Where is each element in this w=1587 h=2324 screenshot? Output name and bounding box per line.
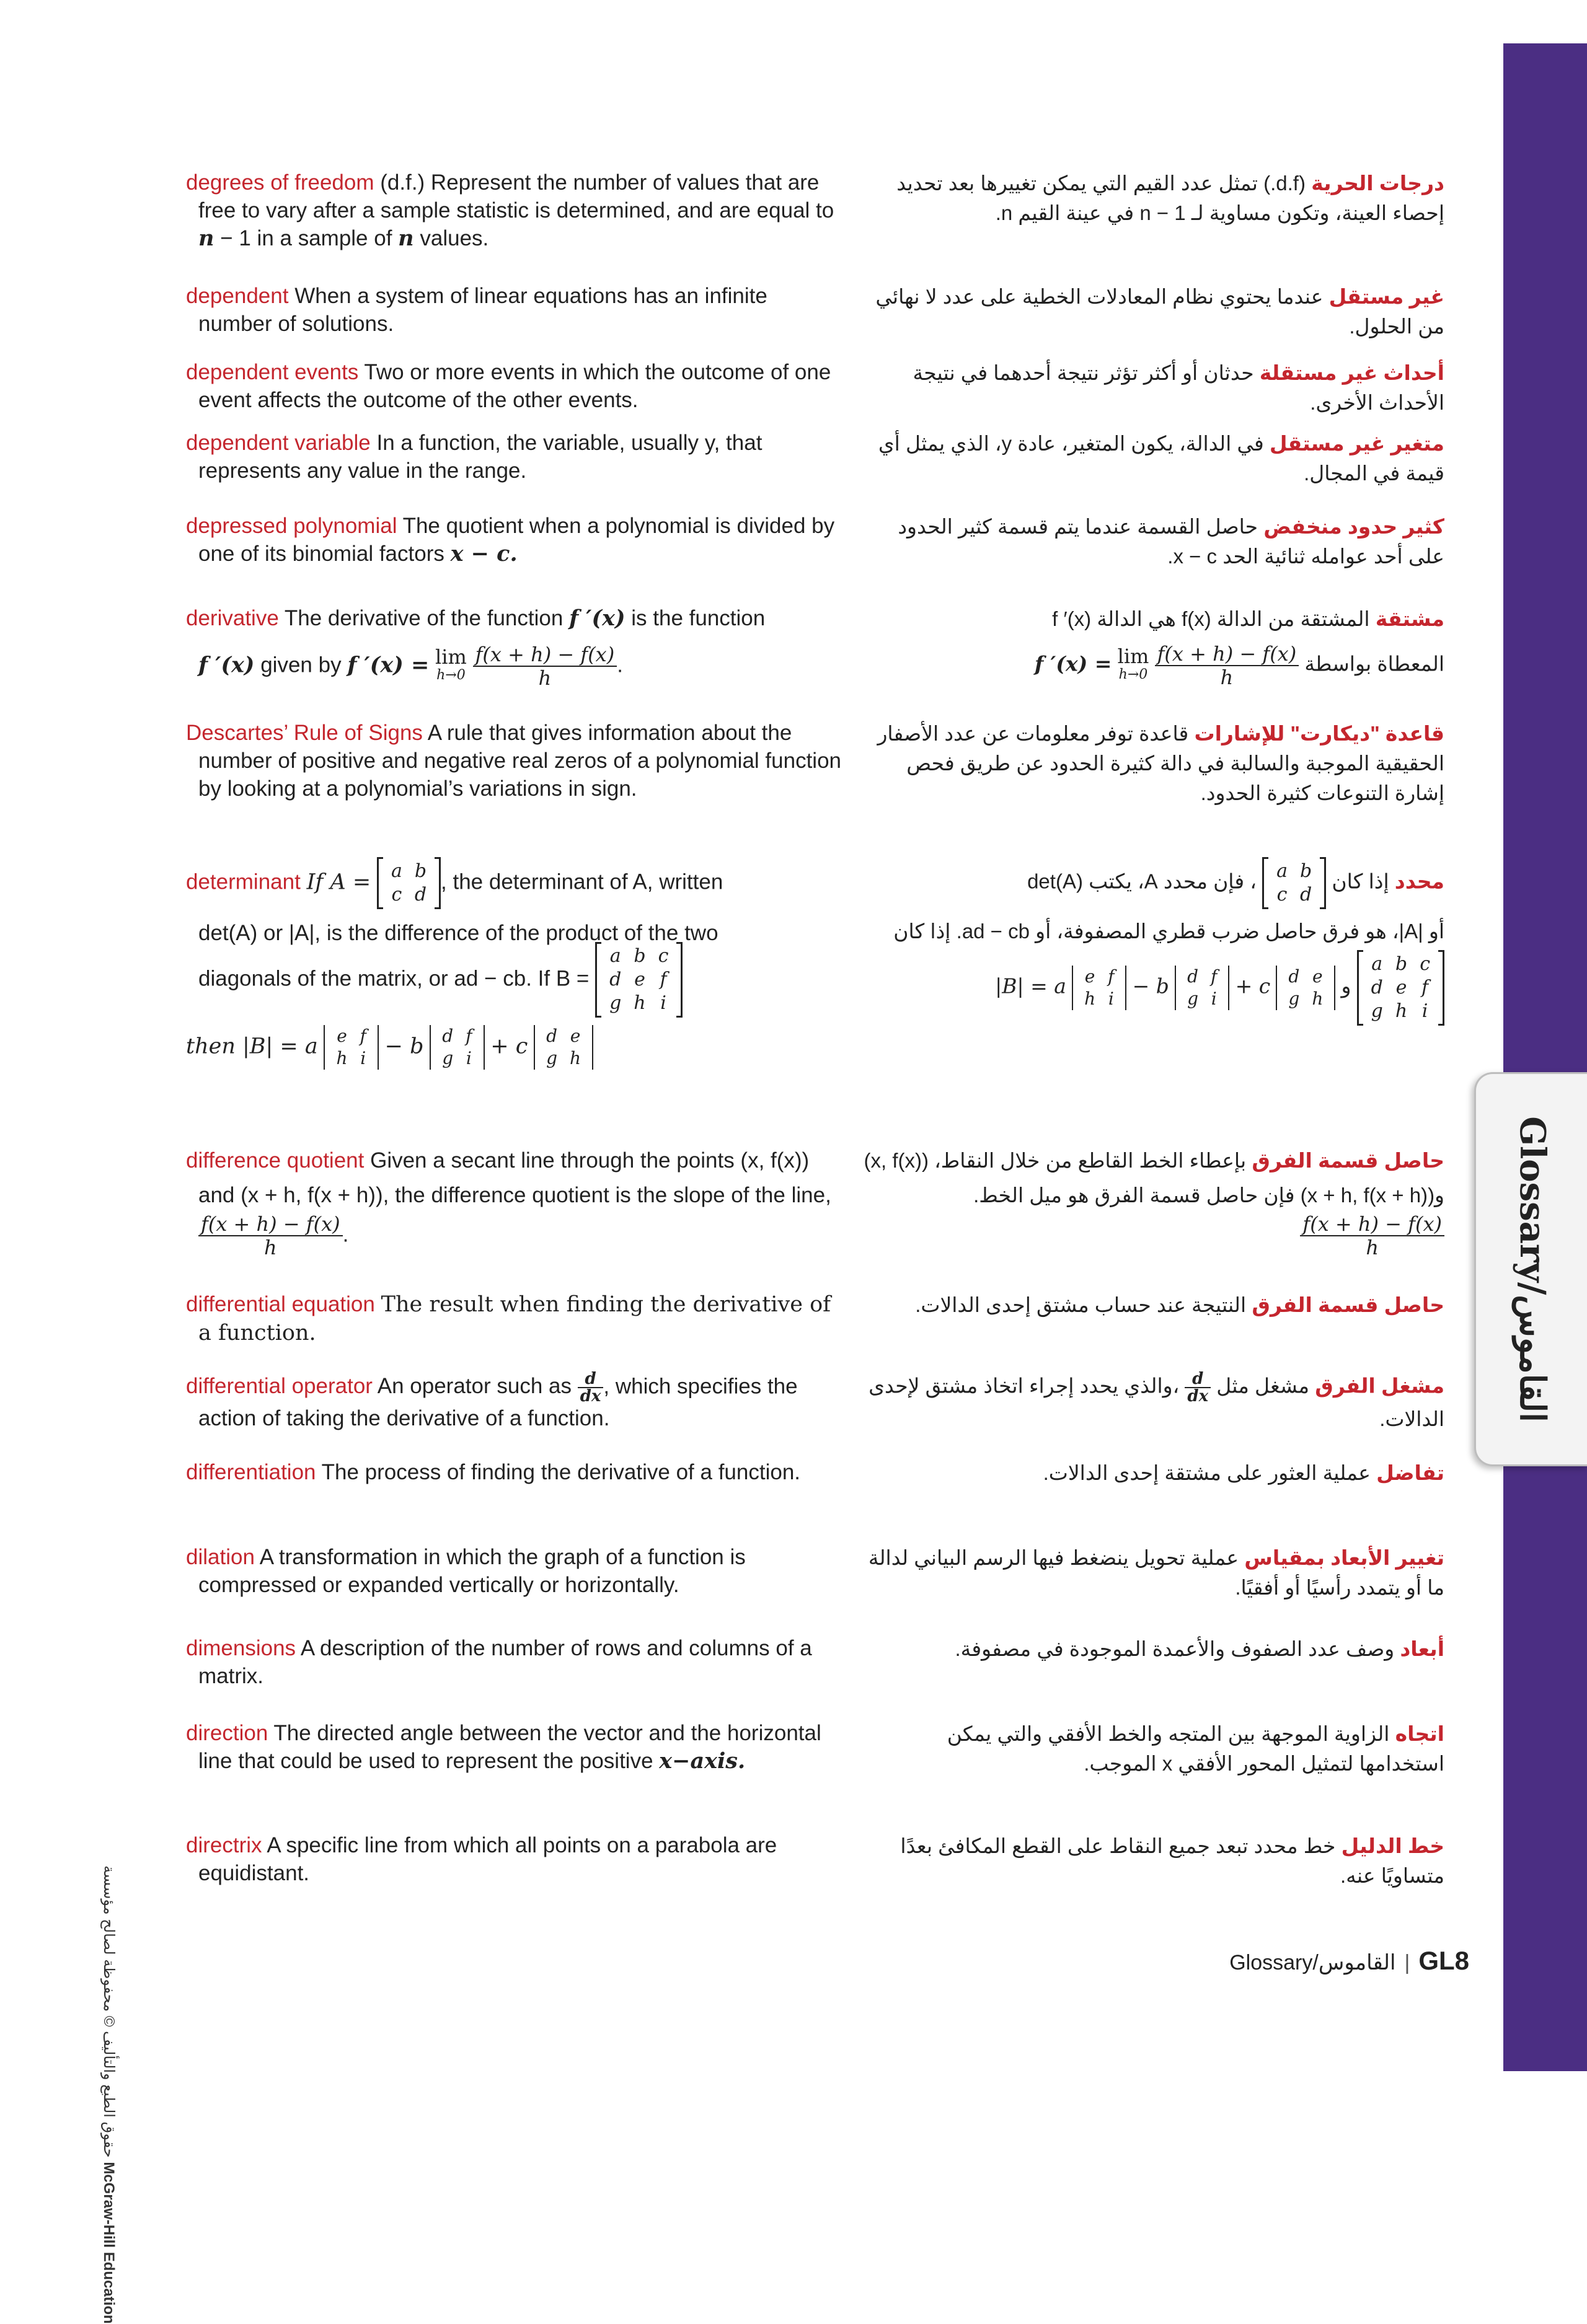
given-by: given by	[260, 653, 342, 677]
ar-matrix-b	[1357, 951, 1444, 1024]
def-ar: حاصل القسمة عندما يتم قسمة كثير الحدود على أحد عوامله ثنائية الحد x − c.	[898, 515, 1444, 568]
def-en-2: det(A) or |A|, is the difference of the product of the two	[198, 921, 718, 945]
def-ar-2: المعطاة بواسطة	[1304, 652, 1444, 676]
math-fpx: f ′(x)	[198, 652, 255, 678]
entry-en	[186, 282, 843, 338]
entry-en	[186, 719, 843, 803]
ar-matrix-b-cell: h	[1395, 1000, 1408, 1022]
def-ar-1: إذا كان	[1332, 869, 1389, 893]
entry-ar	[862, 1290, 1444, 1320]
fraction	[473, 643, 617, 689]
entry-ar	[862, 512, 1444, 571]
if-a: If A =	[306, 869, 371, 895]
term-ar: كثير حدود منخفض	[1263, 515, 1444, 538]
def-ar-1: مشغل مثل	[1216, 1374, 1310, 1397]
def-en: When a system of linear equations has an infinite number of solutions.	[198, 284, 767, 336]
matrix-b-cell: i	[660, 992, 666, 1014]
entry-en: derivative The derivative of the function f ′(x) is the function f ′(x) given by f ′(x) = lim h→0 $\frac{f(x + h) - f(x)}{h}$ .	[186, 605, 766, 690]
math-fx: f ′(x)	[569, 605, 626, 631]
entry-ar	[862, 429, 1444, 488]
ar-matrix-b-cell: i	[1421, 1000, 1428, 1022]
ar-matrix-a	[1262, 858, 1326, 908]
term-en: differential operator	[186, 1374, 373, 1399]
term-ar: حاصل قسمة الفرق	[1252, 1293, 1444, 1316]
entry-en	[186, 1290, 843, 1347]
entry-ar	[862, 1543, 1444, 1603]
ar-matrix-b-cell: b	[1395, 953, 1408, 975]
d-dx-fraction	[578, 1371, 604, 1404]
entry-ar	[862, 1719, 1444, 1779]
matrix-b-cell: f	[660, 969, 667, 990]
matrix-b-cell: c	[658, 945, 669, 967]
ar-matrix-a-cell: c	[1276, 884, 1288, 905]
matrix-b-cell: a	[609, 945, 621, 967]
ar-minor-3-cell: h	[1312, 988, 1324, 1009]
term-ar: غير مستقل	[1328, 285, 1444, 308]
minor-3	[534, 1025, 593, 1070]
def-en: A rule that gives information about the number of positive and negative real zeros of a polynomial function by looking at a polynomial’s variations in sign.	[198, 721, 841, 801]
def-en: An operator such as	[377, 1374, 572, 1399]
def-ar: عملية تحويل ينضغط فيها الرسم البياني لدالة ما أو يتمدد رأسيًا أو أفقيًا.	[868, 1546, 1444, 1599]
term-ar: محدد	[1394, 869, 1444, 893]
ar-lim-word: lim	[1117, 645, 1149, 668]
minor-1-cell: i	[360, 1048, 366, 1068]
ar-matrix-a-cell: a	[1276, 860, 1288, 882]
page-footer	[1229, 1946, 1469, 1976]
minor-2	[430, 1025, 484, 1070]
purple-sidebar	[1503, 43, 1587, 2071]
side-credit	[100, 1865, 118, 2324]
entry-en: difference quotient Given a secant line through the points (x, f(x)) and (x + h, f(x + h)), the difference quotient is the slope of the line, $\frac{f(x + h) - f(x)}{h}$ .	[186, 1148, 831, 1259]
ar-minor-3	[1276, 966, 1335, 1010]
term-en: directrix	[186, 1833, 262, 1857]
term-ar: خط الدليل	[1341, 1834, 1444, 1857]
entry-en	[186, 1831, 843, 1887]
footer-separator: |	[1404, 1951, 1410, 1974]
math-n2: n	[398, 226, 414, 251]
def-en: The derivative of the function	[284, 606, 564, 630]
def-ar: في الدالة، يكون المتغير، عادة y، الذي يمثل أي قيمة في المجال.	[878, 432, 1444, 485]
rights-text: حقوق الطبع والتأليف © محفوظة لصالح مؤسسة	[100, 1865, 117, 2158]
ar-frac-num: f(x + h) − f(x)	[1155, 643, 1299, 666]
term-ar: حاصل قسمة الفرق	[1252, 1149, 1444, 1172]
ar-minor-3-cell: d	[1288, 966, 1300, 987]
def-ar: الزاوية الموجهة بين المتجه والخط الأفقي والتي يمكن استخدامها لتمثيل المحور الأفقي x الموجب.	[947, 1722, 1444, 1775]
entry-en	[186, 1371, 843, 1432]
entry-en	[186, 1719, 843, 1775]
ar-minus-b: − b	[1132, 974, 1169, 998]
ar-fraction	[1155, 643, 1299, 689]
entry-ar	[862, 858, 1444, 1024]
def-ar: (d.f.) تمثل عدد القيم التي يمكن تغييرها بعد تحديد إحصاء العينة، وتكون مساوية لـ n − 1 في عينة القيم n.	[896, 172, 1444, 224]
ar-minor-3-cell: e	[1312, 966, 1323, 987]
def-ar: النتيجة عند حساب مشتق إحدى الدالات.	[915, 1293, 1247, 1316]
entry-ar	[862, 1371, 1444, 1434]
ar-fraction	[1300, 1213, 1444, 1259]
minor-2-cell: d	[442, 1026, 454, 1046]
def-ar: بإعطاء الخط القاطع من خلال النقاط، (x, f(x)) و(x + h, f(x + h)) فإن حاصل قسمة الفرق هو ميل الخط.	[864, 1149, 1444, 1207]
entry-en	[186, 358, 843, 414]
entry-en	[186, 429, 843, 485]
d-den: dx	[580, 1387, 601, 1406]
ar-matrix-b-cell: e	[1395, 977, 1407, 998]
minor-3-cell: e	[570, 1026, 581, 1046]
def-ar-4: و	[1341, 974, 1351, 998]
term-en: derivative	[186, 606, 279, 630]
entry-ar	[862, 604, 1444, 689]
entry-en	[186, 1543, 843, 1599]
entry-ar	[862, 719, 1444, 808]
ar-minor-2-cell: d	[1187, 966, 1199, 987]
minor-1-cell: f	[360, 1026, 366, 1046]
term-en: depressed polynomial	[186, 514, 397, 538]
def-ar-2: ، فإن محدد A، يكتب det(A)	[1027, 869, 1257, 893]
entry-ar	[862, 1143, 1444, 1259]
def-en: Two or more events in which the outcome of one event affects the outcome of the other events.	[198, 360, 831, 412]
def-ar: المشتقة من الدالة f(x) هي الدالة f ′(x)	[1052, 607, 1370, 630]
footer-label: Glossary/القاموس	[1229, 1951, 1396, 1974]
glossary-tab-label: Glossary/القاموس	[1512, 1116, 1553, 1422]
matrix-a-cell: a	[391, 860, 402, 882]
minus-b: − b	[384, 1034, 424, 1059]
ar-minor-2-cell: f	[1211, 966, 1218, 987]
def-ar-3: أو |A|، هو فرق حاصل ضرب قطري المصفوفة، أو ad − cb. إذا كان	[893, 920, 1444, 943]
minor-2-cell: i	[466, 1048, 472, 1068]
term-en: dependent variable	[186, 431, 371, 455]
ar-minor-3-cell: g	[1288, 988, 1300, 1009]
matrix-b	[595, 943, 683, 1016]
entry-ar	[862, 1831, 1444, 1891]
def-en: Given a secant line through the points (x, f(x)) and (x + h, f(x + h)), the difference quotient is the slope of the line,	[198, 1148, 831, 1207]
term-en: determinant	[186, 869, 301, 894]
ar-det: |B| = a	[995, 974, 1066, 998]
matrix-b-cell: h	[634, 992, 646, 1014]
glossary-tab[interactable]	[1474, 1072, 1587, 1466]
def-en: A specific line from which all points on a parabola are equidistant.	[198, 1833, 777, 1885]
entry-en	[186, 1634, 843, 1690]
term-ar: اتجاه	[1395, 1722, 1444, 1745]
ar-frac-den: h	[1220, 666, 1234, 689]
minor-3-cell: d	[546, 1026, 557, 1046]
def-en: A transformation in which the graph of a function is compressed or expanded vertically or horizontally.	[198, 1545, 746, 1597]
lim-sub: h→0	[436, 667, 466, 683]
matrix-b-cell: e	[634, 969, 645, 990]
math-n: n	[198, 226, 214, 251]
term-ar: أبعاد	[1400, 1637, 1444, 1660]
plus-c: + c	[490, 1034, 528, 1059]
entry-en	[186, 512, 843, 568]
matrix-b-cell: b	[634, 945, 646, 967]
ar-frac-den: h	[1366, 1236, 1379, 1259]
term-en: degrees of freedom	[186, 170, 374, 195]
then-b: then |B| = a	[186, 1034, 318, 1059]
def-ar-2: ،والذي يحدد إجراء اتخاذ مشتق لإحدى الدالات.	[869, 1374, 1444, 1430]
ar-d-dx-fraction	[1185, 1371, 1211, 1404]
entry-ar	[862, 282, 1444, 341]
limit	[435, 645, 467, 685]
entry-en	[186, 169, 843, 252]
term-ar: تغيير الأبعاد بمقياس	[1244, 1546, 1444, 1569]
term-ar: مشغل الفرق	[1315, 1374, 1444, 1397]
ar-minor-2	[1175, 966, 1229, 1010]
matrix-b-cell: d	[609, 969, 622, 990]
term-ar: مشتقة	[1375, 607, 1444, 630]
ar-eq-lhs: f ′(x) =	[1034, 651, 1112, 676]
term-ar: متغير غير مستقل	[1269, 432, 1444, 455]
def-en-2: is the function	[631, 606, 766, 630]
ar-minor-2-cell: i	[1211, 988, 1217, 1009]
ar-matrix-b-cell: g	[1371, 1000, 1383, 1022]
def-en: In a function, the variable, usually y, that represents any value in the range.	[198, 431, 763, 483]
ar-minor-1-cell: i	[1108, 988, 1114, 1009]
def-en-3: diagonals of the matrix, or ad − cb. If B =	[198, 966, 590, 991]
ar-matrix-b-cell: d	[1371, 977, 1383, 998]
entry-ar	[862, 358, 1444, 418]
def-en-2: , which specifies the action of taking the derivative of a function.	[198, 1374, 798, 1430]
def-en-2: − 1 in a sample of	[220, 226, 392, 250]
minor-2-cell: f	[466, 1026, 472, 1046]
term-en: direction	[186, 1721, 268, 1745]
minor-1-cell: h	[336, 1048, 348, 1068]
ar-matrix-b-cell: f	[1421, 977, 1429, 998]
ar-matrix-b-cell: a	[1371, 953, 1383, 975]
term-en: dimensions	[186, 1636, 296, 1660]
math-x-axis: x−axis.	[659, 1748, 746, 1774]
publisher-text: McGraw-Hill Education	[100, 2162, 117, 2324]
entry-ar	[862, 1634, 1444, 1664]
minor-3-cell: g	[546, 1048, 557, 1068]
ar-d-num: d	[1185, 1371, 1211, 1388]
minor-1-cell: e	[337, 1026, 347, 1046]
minor-3-cell: h	[570, 1048, 581, 1068]
frac-num: f(x + h) − f(x)	[473, 643, 617, 667]
def-ar: عملية العثور على مشتقة إحدى الدالات.	[1043, 1461, 1371, 1484]
def-en: The process of finding the derivative of a function.	[321, 1460, 801, 1484]
frac-num: f(x + h) − f(x)	[198, 1213, 343, 1236]
minor-2-cell: g	[442, 1048, 454, 1068]
term-en: differential equation	[186, 1292, 375, 1316]
matrix-a	[377, 858, 441, 908]
math-x-minus-c: x − c.	[450, 541, 518, 566]
d-num: d	[578, 1371, 604, 1388]
def-en: The directed angle between the vector and the horizontal line that could be used to represent the positive	[198, 1721, 821, 1773]
def-en: The quotient when a polynomial is divided by one of its binomial factors	[198, 514, 835, 566]
frac-den: h	[538, 666, 552, 690]
def-en-3: values.	[420, 226, 489, 250]
ar-minor-2-cell: g	[1187, 988, 1199, 1009]
term-en: dilation	[186, 1545, 255, 1569]
ar-minor-1-cell: h	[1084, 988, 1096, 1009]
eq-lhs: f ′(x) =	[347, 652, 430, 678]
def-ar: حدثان أو أكثر تؤثر نتيجة أحدهما في نتيجة الأحداث الأخرى.	[913, 361, 1444, 414]
def-en: The result when finding the derivative of a function.	[198, 1292, 831, 1345]
lim-word: lim	[435, 645, 467, 669]
ar-lim-sub: h→0	[1118, 667, 1148, 682]
frac-den: h	[264, 1236, 277, 1259]
entry-en	[186, 858, 843, 1070]
def-en-1: , the determinant of A, written	[441, 869, 723, 894]
def-en: (d.f.) Represent the number of values that are free to vary after a sample statistic is determined, and are equal to	[198, 170, 834, 222]
def-ar: عندما يحتوي نظام المعادلات الخطية على عدد لا نهائي من الحلول.	[875, 285, 1444, 338]
page-number: GL8	[1418, 1946, 1469, 1975]
def-ar: وصف عدد الصفوف والأعمدة الموجودة في مصفوفة.	[955, 1637, 1395, 1660]
entry-ar	[862, 169, 1444, 228]
minor-1	[324, 1025, 378, 1070]
matrix-a-cell: c	[391, 884, 402, 905]
term-en: differentiation	[186, 1460, 316, 1484]
term-en: difference quotient	[186, 1148, 365, 1173]
ar-minor-1-cell: f	[1108, 966, 1115, 987]
term-ar: درجات الحرية	[1311, 172, 1444, 195]
ar-frac-num: f(x + h) − f(x)	[1300, 1213, 1444, 1236]
ar-limit	[1118, 647, 1149, 684]
ar-minor-1-cell: e	[1084, 966, 1095, 987]
term-en: dependent	[186, 284, 289, 308]
matrix-b-cell: g	[609, 992, 622, 1014]
ar-matrix-b-cell: c	[1420, 953, 1430, 975]
ar-matrix-a-cell: b	[1300, 860, 1312, 882]
def-ar: خط محدد تبعد جميع النقاط على القطع المكافئ بعدًا متساويًا عنه.	[900, 1834, 1444, 1887]
term-en: Descartes’ Rule of Signs	[186, 721, 423, 745]
term-ar: قاعدة "ديكارت" للإشارات	[1194, 722, 1444, 745]
def-en: A description of the number of rows and columns of a matrix.	[198, 1636, 812, 1688]
matrix-a-cell: b	[414, 860, 427, 882]
matrix-a-cell: d	[414, 884, 427, 905]
term-ar: تفاضل	[1376, 1461, 1444, 1484]
term-en: dependent events	[186, 360, 359, 384]
entry-en	[186, 1458, 843, 1486]
fraction	[198, 1213, 343, 1259]
def-ar: قاعدة توفر معلومات عن عدد الأصفار الحقيقية الموجبة والسالبة في دالة كثيرة الحدود عن طريق فحص إشارة التنوعات كثيرة الحدود.	[877, 722, 1444, 804]
term-ar: أحداث غير مستقلة	[1259, 361, 1444, 384]
ar-plus-c: + c	[1235, 974, 1271, 998]
ar-d-den: dx	[1187, 1387, 1209, 1406]
ar-minor-1	[1072, 966, 1126, 1010]
entry-ar	[862, 1458, 1444, 1488]
ar-matrix-a-cell: d	[1300, 884, 1312, 905]
